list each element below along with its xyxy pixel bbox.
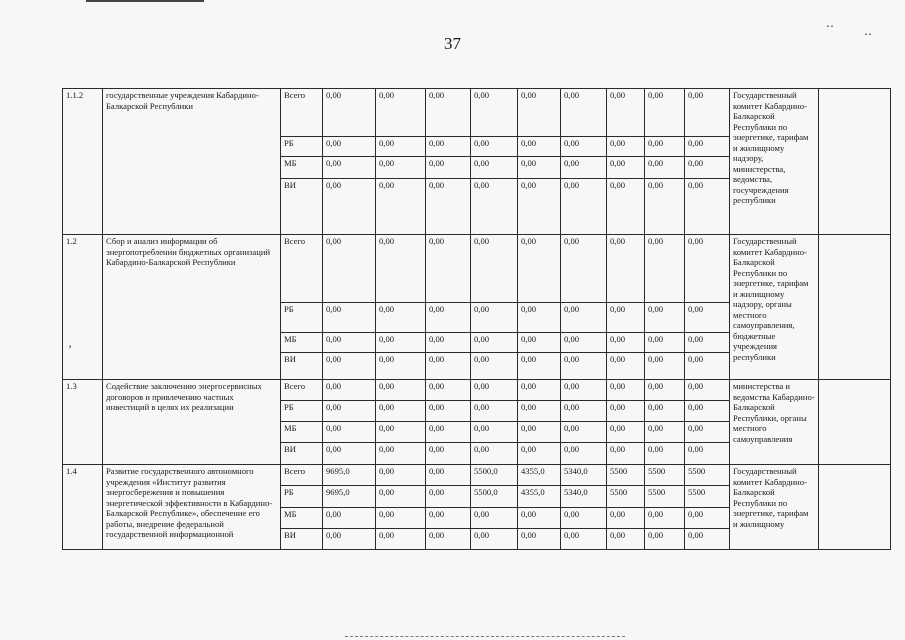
- funding-value: 0,00: [376, 89, 426, 137]
- funding-value: 0,00: [376, 465, 426, 486]
- funding-value: 5500: [607, 486, 645, 508]
- funding-value: 0,00: [607, 179, 645, 235]
- funding-value: 0,00: [426, 465, 471, 486]
- funding-value: 0,00: [426, 529, 471, 550]
- funding-value: 0,00: [323, 157, 376, 179]
- funding-value: 0,00: [607, 443, 645, 465]
- funding-source: ВИ: [281, 529, 323, 550]
- funding-value: 0,00: [471, 353, 518, 380]
- scan-mark: ․․: [826, 16, 835, 30]
- funding-source: РБ: [281, 137, 323, 157]
- funding-value: 0,00: [426, 443, 471, 465]
- funding-value: 0,00: [376, 443, 426, 465]
- funding-value: 0,00: [323, 353, 376, 380]
- funding-value: 0,00: [561, 401, 607, 422]
- scan-mark: ․․: [864, 24, 873, 38]
- item-number: 1.2: [63, 235, 103, 380]
- funding-value: 0,00: [323, 422, 376, 443]
- funding-value: 0,00: [561, 157, 607, 179]
- funding-value: 0,00: [426, 486, 471, 508]
- top-rule: [86, 0, 204, 2]
- item-executor: Государственный комитет Кабардино-Балкарской Республики по энергетике, тарифам и жилищному надзору, министерства, ведомства, госучреждения республики: [730, 89, 819, 235]
- item-executor: министерства и ведомства Кабардино-Балкарской Республики, органы местного самоуправления: [730, 380, 819, 465]
- funding-value: 0,00: [323, 529, 376, 550]
- item-number: 1.4: [63, 465, 103, 550]
- funding-value: 0,00: [376, 380, 426, 401]
- funding-source: РБ: [281, 401, 323, 422]
- funding-value: 0,00: [426, 380, 471, 401]
- funding-value: 0,00: [685, 529, 730, 550]
- funding-value: 5340,0: [561, 465, 607, 486]
- funding-value: 0,00: [323, 333, 376, 353]
- funding-source: Всего: [281, 465, 323, 486]
- funding-value: 0,00: [561, 303, 607, 333]
- funding-value: 0,00: [561, 529, 607, 550]
- funding-value: 0,00: [518, 380, 561, 401]
- funding-value: 0,00: [685, 401, 730, 422]
- funding-value: 0,00: [471, 333, 518, 353]
- funding-value: 0,00: [645, 508, 685, 529]
- funding-value: 0,00: [645, 443, 685, 465]
- funding-source: МБ: [281, 508, 323, 529]
- funding-value: 0,00: [518, 508, 561, 529]
- funding-value: 0,00: [685, 422, 730, 443]
- funding-value: 0,00: [471, 179, 518, 235]
- funding-value: 0,00: [561, 353, 607, 380]
- funding-value: 0,00: [518, 333, 561, 353]
- funding-value: 0,00: [471, 235, 518, 303]
- funding-value: 0,00: [426, 157, 471, 179]
- funding-value: 0,00: [561, 380, 607, 401]
- funding-value: 0,00: [376, 157, 426, 179]
- funding-value: 0,00: [645, 303, 685, 333]
- funding-value: 0,00: [471, 422, 518, 443]
- funding-value: 0,00: [323, 89, 376, 137]
- funding-value: 0,00: [561, 508, 607, 529]
- funding-value: 4355,0: [518, 465, 561, 486]
- funding-value: 0,00: [607, 508, 645, 529]
- item-number: 1.3: [63, 380, 103, 465]
- funding-value: 5500: [645, 465, 685, 486]
- funding-value: 0,00: [323, 137, 376, 157]
- funding-value: 0,00: [607, 422, 645, 443]
- funding-value: 0,00: [426, 137, 471, 157]
- funding-value: 9695,0: [323, 486, 376, 508]
- funding-value: 5500: [645, 486, 685, 508]
- funding-value: 0,00: [376, 508, 426, 529]
- item-executor: Государственный комитет Кабардино-Балкарской Республики по энергетике, тарифам и жилищному надзору, органы местного самоуправления, бюджетные учреждения республики: [730, 235, 819, 380]
- funding-value: 0,00: [561, 422, 607, 443]
- funding-value: 0,00: [685, 333, 730, 353]
- funding-value: 0,00: [645, 157, 685, 179]
- funding-value: 0,00: [323, 508, 376, 529]
- funding-source: ВИ: [281, 353, 323, 380]
- empty-cell: [819, 89, 891, 235]
- funding-value: 0,00: [561, 235, 607, 303]
- funding-value: 0,00: [323, 443, 376, 465]
- funding-value: 0,00: [645, 137, 685, 157]
- funding-value: 0,00: [645, 401, 685, 422]
- funding-value: 0,00: [471, 401, 518, 422]
- funding-value: 0,00: [376, 333, 426, 353]
- funding-value: 0,00: [645, 333, 685, 353]
- funding-source: МБ: [281, 422, 323, 443]
- funding-value: 0,00: [518, 179, 561, 235]
- funding-source: ВИ: [281, 179, 323, 235]
- funding-value: 0,00: [645, 529, 685, 550]
- table-row: [63, 465, 891, 486]
- funding-value: 0,00: [685, 157, 730, 179]
- funding-value: 0,00: [685, 303, 730, 333]
- funding-source: Всего: [281, 380, 323, 401]
- funding-value: 0,00: [323, 401, 376, 422]
- funding-value: 0,00: [471, 303, 518, 333]
- funding-value: 0,00: [426, 179, 471, 235]
- funding-value: 0,00: [323, 179, 376, 235]
- funding-value: 0,00: [518, 401, 561, 422]
- funding-value: 0,00: [607, 333, 645, 353]
- funding-value: 0,00: [607, 89, 645, 137]
- funding-value: 0,00: [323, 303, 376, 333]
- funding-value: 0,00: [376, 353, 426, 380]
- funding-value: 0,00: [685, 179, 730, 235]
- funding-value: 0,00: [426, 353, 471, 380]
- funding-source: РБ: [281, 303, 323, 333]
- funding-value: 0,00: [471, 380, 518, 401]
- item-description: Развитие государственного автономного учреждения «Институт развития энергосбережения и повышения энергетической эффективности в Кабардино-Балкарской Республике», обеспечение его работы, внедрение федеральной государственной информационной: [103, 465, 281, 550]
- funding-source: МБ: [281, 157, 323, 179]
- funding-value: 0,00: [561, 89, 607, 137]
- funding-value: 0,00: [518, 443, 561, 465]
- funding-value: 0,00: [376, 179, 426, 235]
- funding-value: 0,00: [376, 137, 426, 157]
- funding-value: 0,00: [685, 137, 730, 157]
- funding-value: 0,00: [518, 422, 561, 443]
- funding-value: 0,00: [471, 508, 518, 529]
- funding-value: 0,00: [518, 303, 561, 333]
- funding-value: 0,00: [685, 380, 730, 401]
- item-description: государственные учреждения Кабардино-Балкарской Республики: [103, 89, 281, 235]
- funding-source: Всего: [281, 235, 323, 303]
- funding-value: 0,00: [685, 353, 730, 380]
- funding-value: 0,00: [471, 529, 518, 550]
- funding-source: ВИ: [281, 443, 323, 465]
- funding-value: 0,00: [685, 89, 730, 137]
- funding-source: Всего: [281, 89, 323, 137]
- funding-value: 0,00: [685, 443, 730, 465]
- table-row: [63, 235, 891, 303]
- funding-value: 0,00: [607, 401, 645, 422]
- funding-value: 0,00: [426, 89, 471, 137]
- funding-value: 0,00: [685, 235, 730, 303]
- funding-value: 0,00: [645, 89, 685, 137]
- item-number: 1.1.2: [63, 89, 103, 235]
- funding-value: 0,00: [471, 157, 518, 179]
- funding-value: 0,00: [518, 235, 561, 303]
- item-executor: Государственный комитет Кабардино-Балкарской Республики по энергетике, тарифам и жилищному: [730, 465, 819, 550]
- funding-value: 5500: [607, 465, 645, 486]
- program-table: [62, 88, 891, 550]
- funding-value: 0,00: [607, 137, 645, 157]
- funding-value: 0,00: [561, 333, 607, 353]
- funding-value: 0,00: [518, 89, 561, 137]
- funding-value: 0,00: [426, 333, 471, 353]
- funding-value: 5500,0: [471, 486, 518, 508]
- funding-value: 0,00: [376, 235, 426, 303]
- funding-value: 0,00: [607, 529, 645, 550]
- funding-value: 0,00: [607, 380, 645, 401]
- funding-value: 0,00: [561, 137, 607, 157]
- funding-value: 0,00: [645, 422, 685, 443]
- funding-value: 0,00: [376, 401, 426, 422]
- funding-value: 0,00: [607, 157, 645, 179]
- page-number: 37: [444, 34, 461, 53]
- funding-value: 0,00: [426, 303, 471, 333]
- funding-value: 0,00: [607, 303, 645, 333]
- table-row: [63, 89, 891, 137]
- funding-value: 0,00: [376, 303, 426, 333]
- funding-value: 5500: [685, 465, 730, 486]
- funding-value: 5500: [685, 486, 730, 508]
- funding-value: 0,00: [607, 235, 645, 303]
- table-row: [63, 380, 891, 401]
- funding-source: МБ: [281, 333, 323, 353]
- funding-value: 0,00: [471, 137, 518, 157]
- funding-value: 0,00: [426, 235, 471, 303]
- funding-value: 0,00: [426, 401, 471, 422]
- empty-cell: [819, 235, 891, 380]
- funding-value: 0,00: [376, 486, 426, 508]
- funding-value: 5340,0: [561, 486, 607, 508]
- funding-value: 0,00: [645, 235, 685, 303]
- funding-value: 0,00: [518, 137, 561, 157]
- funding-value: 0,00: [376, 529, 426, 550]
- funding-value: 4355,0: [518, 486, 561, 508]
- funding-value: 0,00: [323, 380, 376, 401]
- empty-cell: [819, 380, 891, 465]
- funding-value: 0,00: [518, 157, 561, 179]
- funding-value: 0,00: [645, 380, 685, 401]
- funding-value: 0,00: [685, 508, 730, 529]
- funding-value: 0,00: [645, 179, 685, 235]
- funding-source: РБ: [281, 486, 323, 508]
- scan-mark: ’: [68, 342, 72, 356]
- funding-value: 0,00: [645, 353, 685, 380]
- bottom-rule: [345, 636, 625, 638]
- funding-value: 0,00: [561, 443, 607, 465]
- empty-cell: [819, 465, 891, 550]
- funding-value: 0,00: [471, 89, 518, 137]
- item-description: Сбор и анализ информации об энергопотреблении бюджетных организаций Кабардино-Балкарской Республики: [103, 235, 281, 380]
- funding-value: 0,00: [323, 235, 376, 303]
- funding-value: 0,00: [561, 179, 607, 235]
- funding-value: 0,00: [376, 422, 426, 443]
- funding-value: 0,00: [518, 353, 561, 380]
- funding-value: 5500,0: [471, 465, 518, 486]
- item-description: Содействие заключению энергосервисных договоров и привлечению частных инвестиций в целях их реализации: [103, 380, 281, 465]
- funding-value: 0,00: [518, 529, 561, 550]
- funding-value: 0,00: [471, 443, 518, 465]
- funding-value: 0,00: [426, 508, 471, 529]
- funding-value: 9695,0: [323, 465, 376, 486]
- funding-value: 0,00: [426, 422, 471, 443]
- funding-value: 0,00: [607, 353, 645, 380]
